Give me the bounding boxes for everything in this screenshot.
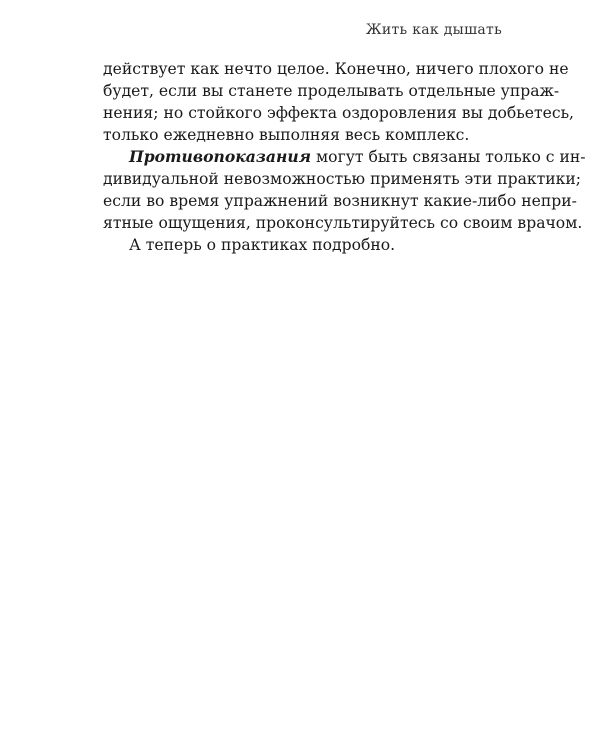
text-line: будет, если вы станете проделывать отдельные упраж-	[103, 82, 560, 100]
text-line: если во время упражнений возникнут какие-либо непри-	[103, 192, 577, 210]
text-line: дивидуальной невозможностью применять эти практики;	[103, 170, 582, 188]
text-line	[103, 146, 586, 168]
text-line: только ежедневно выполняя весь комплекс.	[103, 126, 470, 144]
text-line: действует как нечто целое. Конечно, ничего плохого не	[103, 60, 569, 78]
text-line: А теперь о практиках подробно.	[129, 236, 396, 254]
text-fragment: могут быть связаны только с ин-	[311, 148, 586, 166]
text-line: нения; но стойкого эффекта оздоровления вы добьетесь,	[103, 104, 575, 122]
body-text	[103, 58, 586, 256]
emphasis-term: Противопоказания	[129, 147, 312, 166]
text-line: ятные ощущения, проконсультируйтесь со своим врачом.	[103, 214, 583, 232]
running-header: Жить как дышать	[365, 22, 502, 38]
